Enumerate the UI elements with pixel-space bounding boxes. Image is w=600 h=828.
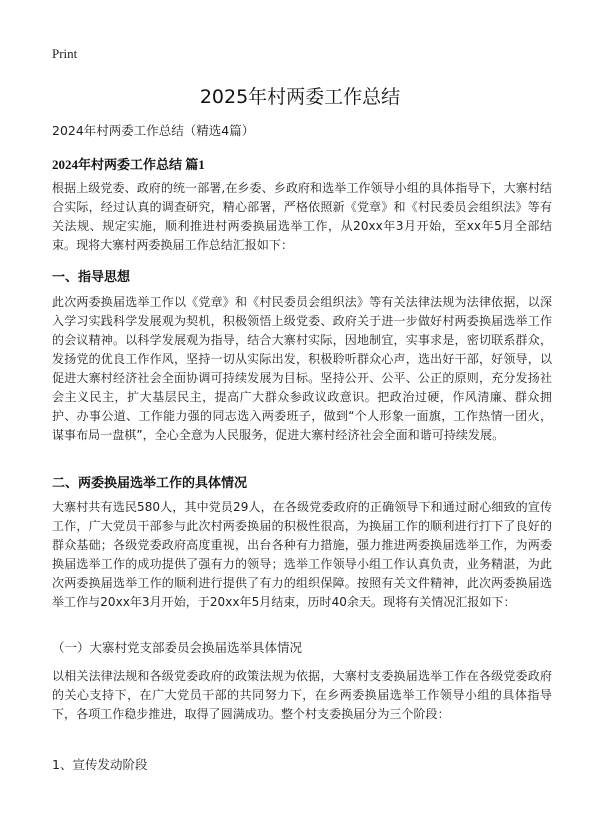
section-title: 2024年村两委工作总结 篇1	[52, 157, 205, 172]
party-branch-paragraph: 以相关法律法规和各级党委政府的政策法规为依据，大寨村支委换届选举工作在各级党委政府的关心支持下，在广大党员干部的共同努力下，在乡两委换届选举工作领导小组的具体指导下，各项工作稳步推进，取得了圆满成功。整个村支委换届分为三个阶段：	[52, 669, 552, 721]
guiding-ideology-paragraph: 此次两委换届选举工作以《党章》和《村民委员会组织法》等有关法律法规为法律依据，以深入学习实践科学发展观为契机，积极领悟上级党委、政府关于进一步做好村两委换届选举工作的会议精神。以科学发展观为指导，结合大寨村实际，因地制宜，实事求是，密切联系群众，发扬党的优良工作作风，坚持一切从实际出发，积极聆听群众心声，选出好干部，好领导，以促进大寨村经济社会全面协调可持续发展为目标。坚持公开、公平、公正的原则，充分发扬社会主义民主，扩大基层民主，提高广大群众参政议政意识。把政治过硬，作风清廉、群众拥护、办事公道、工作能力强的同志选入两委班子，做到“个人形象一面旗，工作热情一团火，谋事布局一盘棋”，全心全意为人民服务，促进大寨村经济社会全面和谐可持续发展。	[52, 295, 552, 442]
heading-guiding-ideology: 一、指导思想	[52, 270, 131, 285]
page-title: 2025年村两委工作总结	[199, 86, 401, 108]
election-details-paragraph: 大寨村共有选民580人，其中党员29人，在各级党委政府的正确领导下和通过耐心细致的宣传工作，广大党员干部参与此次村两委换届的积极性很高，为换届工作的顺利进行打下了良好的群众基础；各级党委政府高度重视，出台各种有力措施，强力推进两委换届选举工作，为两委换届选举工作的成功提供了强有力的领导；选举工作领导小组工作认真负责，业务精湛，为此次两委换届选举工作的顺利进行提供了有力的组织保障。按照有关文件精神，此次两委换届选举工作与20xx年3月开始，于20xx年5月结束，历时40余天。现将有关情况汇报如下：	[52, 500, 552, 609]
subheading-party-branch-election: （一）大寨村党支部委员会换届选举具体情况	[52, 640, 303, 655]
subheading-publicity-stage: 1、宣传发动阶段	[52, 757, 148, 772]
print-link[interactable]: Print	[52, 46, 78, 61]
heading-election-details: 二、两委换届选举工作的具体情况	[52, 476, 248, 491]
document-subtitle: 2024年村两委工作总结（精选4篇）	[52, 123, 255, 138]
intro-paragraph: 根据上级党委、政府的统一部署,在乡委、乡政府和选举工作领导小组的具体指导下，大寨村结合实际，经过认真的调查研究，精心部署，严格依照新《党章》和《村民委员会组织法》等有关法规、规定实施，顺利推进村两委换届选举工作，从20xx年3月开始，至xx年5月全部结束。现将大寨村两委换届工作总结汇报如下：	[52, 181, 552, 252]
